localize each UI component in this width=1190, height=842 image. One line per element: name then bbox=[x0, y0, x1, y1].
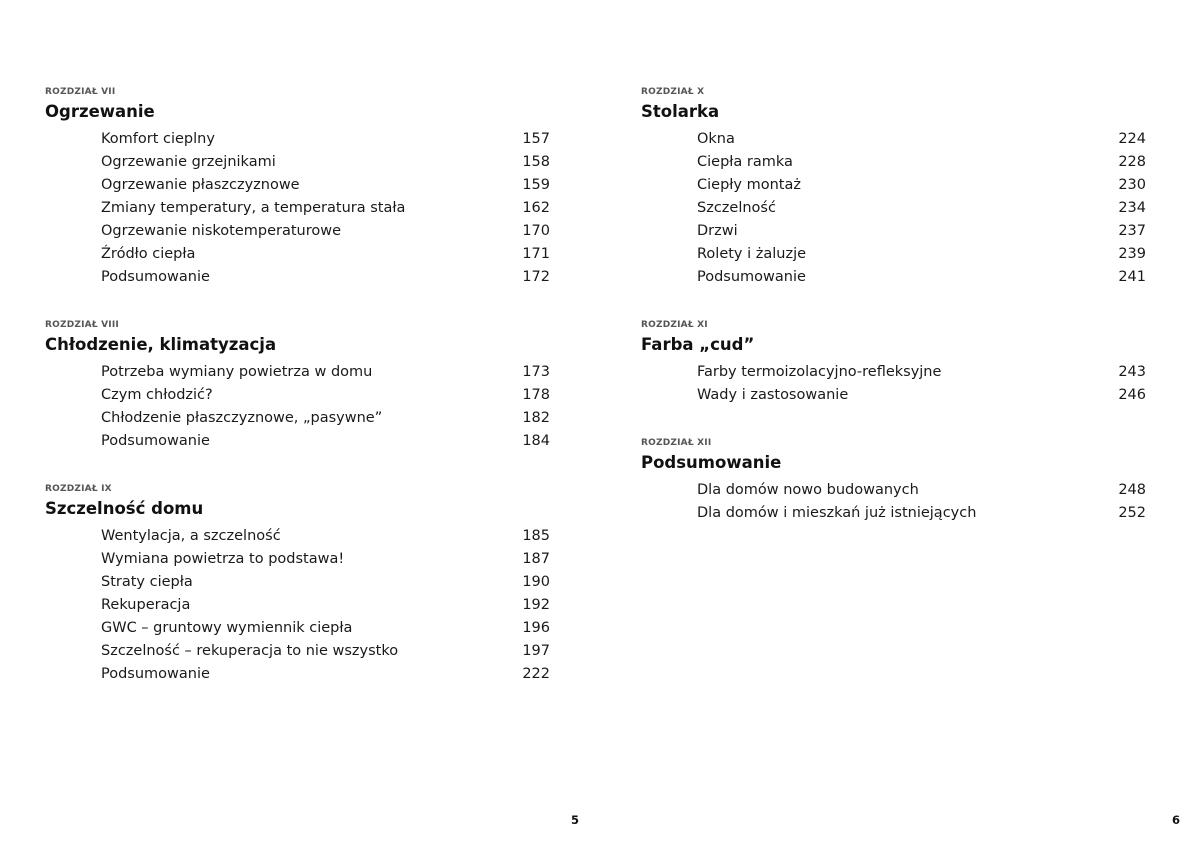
entry-title: Podsumowanie bbox=[101, 433, 210, 449]
entry-page: 246 bbox=[1118, 387, 1146, 403]
toc-entry[interactable] bbox=[45, 243, 550, 266]
entry-page: 252 bbox=[1118, 505, 1146, 521]
chapter-label: ROZDZIAŁ VII bbox=[45, 87, 116, 97]
entry-page: 239 bbox=[1118, 246, 1146, 262]
toc-entry[interactable] bbox=[45, 197, 550, 220]
entry-page: 159 bbox=[522, 177, 550, 193]
chapter-vii bbox=[45, 86, 550, 289]
chapter-entries bbox=[641, 361, 1146, 407]
entry-title: Wentylacja, a szczelność bbox=[101, 528, 281, 544]
entry-title: Czym chłodzić? bbox=[101, 387, 213, 403]
chapter-title: Ogrzewanie bbox=[45, 102, 155, 121]
entry-title: Szczelność – rekuperacja to nie wszystko bbox=[101, 643, 399, 659]
chapter-xii bbox=[641, 437, 1146, 525]
entry-page: 190 bbox=[522, 574, 550, 590]
chapter-entries bbox=[45, 525, 550, 686]
chapter-label: ROZDZIAŁ XII bbox=[641, 438, 712, 448]
page-number-left: 5 bbox=[570, 813, 579, 827]
chapter-title: Podsumowanie bbox=[641, 453, 782, 472]
entry-page: 224 bbox=[1118, 131, 1146, 147]
chapter-title: Stolarka bbox=[641, 102, 720, 121]
entry-page: 184 bbox=[522, 433, 550, 449]
entry-page: 237 bbox=[1118, 223, 1146, 239]
entry-title: Drzwi bbox=[697, 223, 738, 239]
entry-title: Straty ciepła bbox=[101, 574, 193, 590]
toc-entry[interactable] bbox=[641, 128, 1146, 151]
entry-title: Chłodzenie płaszczyznowe, „pasywne” bbox=[101, 410, 383, 426]
entry-page: 234 bbox=[1118, 200, 1146, 216]
toc-entry[interactable] bbox=[45, 128, 550, 151]
toc-entry[interactable] bbox=[45, 174, 550, 197]
chapter-title: Farba „cud” bbox=[641, 335, 755, 354]
toc-entry[interactable] bbox=[45, 384, 550, 407]
entry-page: 172 bbox=[522, 269, 550, 285]
entry-title: Komfort cieplny bbox=[101, 131, 215, 147]
entry-title: Szczelność bbox=[697, 200, 776, 216]
chapter-viii bbox=[45, 319, 550, 453]
chapter-title: Szczelność domu bbox=[45, 499, 204, 518]
entry-title: Ogrzewanie niskotemperaturowe bbox=[101, 223, 342, 239]
entry-page: 187 bbox=[522, 551, 550, 567]
entry-page: 248 bbox=[1118, 482, 1146, 498]
chapter-ix bbox=[45, 483, 550, 686]
entry-title: Farby termoizolacyjno-refleksyjne bbox=[697, 364, 942, 380]
entry-title: Podsumowanie bbox=[101, 666, 210, 682]
entry-title: Ciepły montaż bbox=[697, 177, 801, 193]
toc-entry[interactable] bbox=[45, 594, 550, 617]
toc-entry[interactable] bbox=[45, 266, 550, 289]
entry-title: Wymiana powietrza to podstawa! bbox=[101, 551, 345, 567]
toc-entry[interactable] bbox=[45, 430, 550, 453]
entry-page: 157 bbox=[522, 131, 550, 147]
entry-page: 197 bbox=[522, 643, 550, 659]
entry-title: Dla domów nowo budowanych bbox=[697, 482, 919, 498]
entry-title: GWC – gruntowy wymiennik ciepła bbox=[101, 620, 353, 636]
entry-page: 162 bbox=[522, 200, 550, 216]
entry-page: 185 bbox=[522, 528, 550, 544]
chapter-label: ROZDZIAŁ VIII bbox=[45, 320, 119, 330]
toc-entry[interactable] bbox=[641, 243, 1146, 266]
entry-page: 182 bbox=[522, 410, 550, 426]
toc-entry[interactable] bbox=[45, 361, 550, 384]
entry-title: Potrzeba wymiany powietrza w domu bbox=[101, 364, 373, 380]
entry-page: 230 bbox=[1118, 177, 1146, 193]
entry-page: 192 bbox=[522, 597, 550, 613]
entry-title: Podsumowanie bbox=[101, 269, 210, 285]
entry-page: 241 bbox=[1118, 269, 1146, 285]
chapter-xi bbox=[641, 319, 1146, 407]
entry-title: Ogrzewanie płaszczyznowe bbox=[101, 177, 300, 193]
chapter-entries bbox=[45, 128, 550, 289]
toc-entry[interactable] bbox=[641, 384, 1146, 407]
chapter-entries bbox=[45, 361, 550, 453]
chapter-title: Chłodzenie, klimatyzacja bbox=[45, 335, 277, 354]
entry-title: Ciepła ramka bbox=[697, 154, 793, 170]
toc-entry[interactable] bbox=[45, 640, 550, 663]
entry-title: Rekuperacja bbox=[101, 597, 191, 613]
toc-entry[interactable] bbox=[641, 220, 1146, 243]
toc-entry[interactable] bbox=[641, 361, 1146, 384]
toc-entry[interactable] bbox=[641, 479, 1146, 502]
entry-page: 173 bbox=[522, 364, 550, 380]
toc-entry[interactable] bbox=[641, 151, 1146, 174]
entry-page: 222 bbox=[522, 666, 550, 682]
entry-page: 178 bbox=[522, 387, 550, 403]
toc-entry[interactable] bbox=[641, 197, 1146, 220]
entry-title: Zmiany temperatury, a temperatura stała bbox=[101, 200, 406, 216]
entry-page: 170 bbox=[522, 223, 550, 239]
toc-entry[interactable] bbox=[45, 151, 550, 174]
toc-entry[interactable] bbox=[45, 525, 550, 548]
entry-page: 171 bbox=[522, 246, 550, 262]
left-page-toc bbox=[45, 86, 550, 716]
entry-page: 158 bbox=[522, 154, 550, 170]
entry-page: 228 bbox=[1118, 154, 1146, 170]
chapter-label: ROZDZIAŁ X bbox=[641, 87, 705, 97]
entry-page: 243 bbox=[1118, 364, 1146, 380]
entry-title: Wady i zastosowanie bbox=[697, 387, 849, 403]
entry-title: Ogrzewanie grzejnikami bbox=[101, 154, 276, 170]
toc-entry[interactable] bbox=[641, 502, 1146, 525]
entry-title: Rolety i żaluzje bbox=[697, 246, 807, 262]
toc-entry[interactable] bbox=[641, 174, 1146, 197]
toc-entry[interactable] bbox=[641, 266, 1146, 289]
right-page-toc bbox=[641, 86, 1146, 555]
chapter-entries bbox=[641, 479, 1146, 525]
page-number-right: 6 bbox=[1171, 813, 1180, 827]
chapter-x bbox=[641, 86, 1146, 289]
toc-entry[interactable] bbox=[45, 663, 550, 686]
toc-entry[interactable] bbox=[45, 548, 550, 571]
toc-entry[interactable] bbox=[45, 617, 550, 640]
entry-title: Podsumowanie bbox=[697, 269, 806, 285]
chapter-label: ROZDZIAŁ XI bbox=[641, 320, 708, 330]
entry-title: Okna bbox=[697, 131, 735, 147]
entry-page: 196 bbox=[522, 620, 550, 636]
toc-entry[interactable] bbox=[45, 220, 550, 243]
chapter-entries bbox=[641, 128, 1146, 289]
toc-entry[interactable] bbox=[45, 407, 550, 430]
entry-title: Dla domów i mieszkań już istniejących bbox=[697, 505, 977, 521]
toc-entry[interactable] bbox=[45, 571, 550, 594]
entry-title: Źródło ciepła bbox=[101, 246, 196, 262]
chapter-label: ROZDZIAŁ IX bbox=[45, 484, 112, 494]
